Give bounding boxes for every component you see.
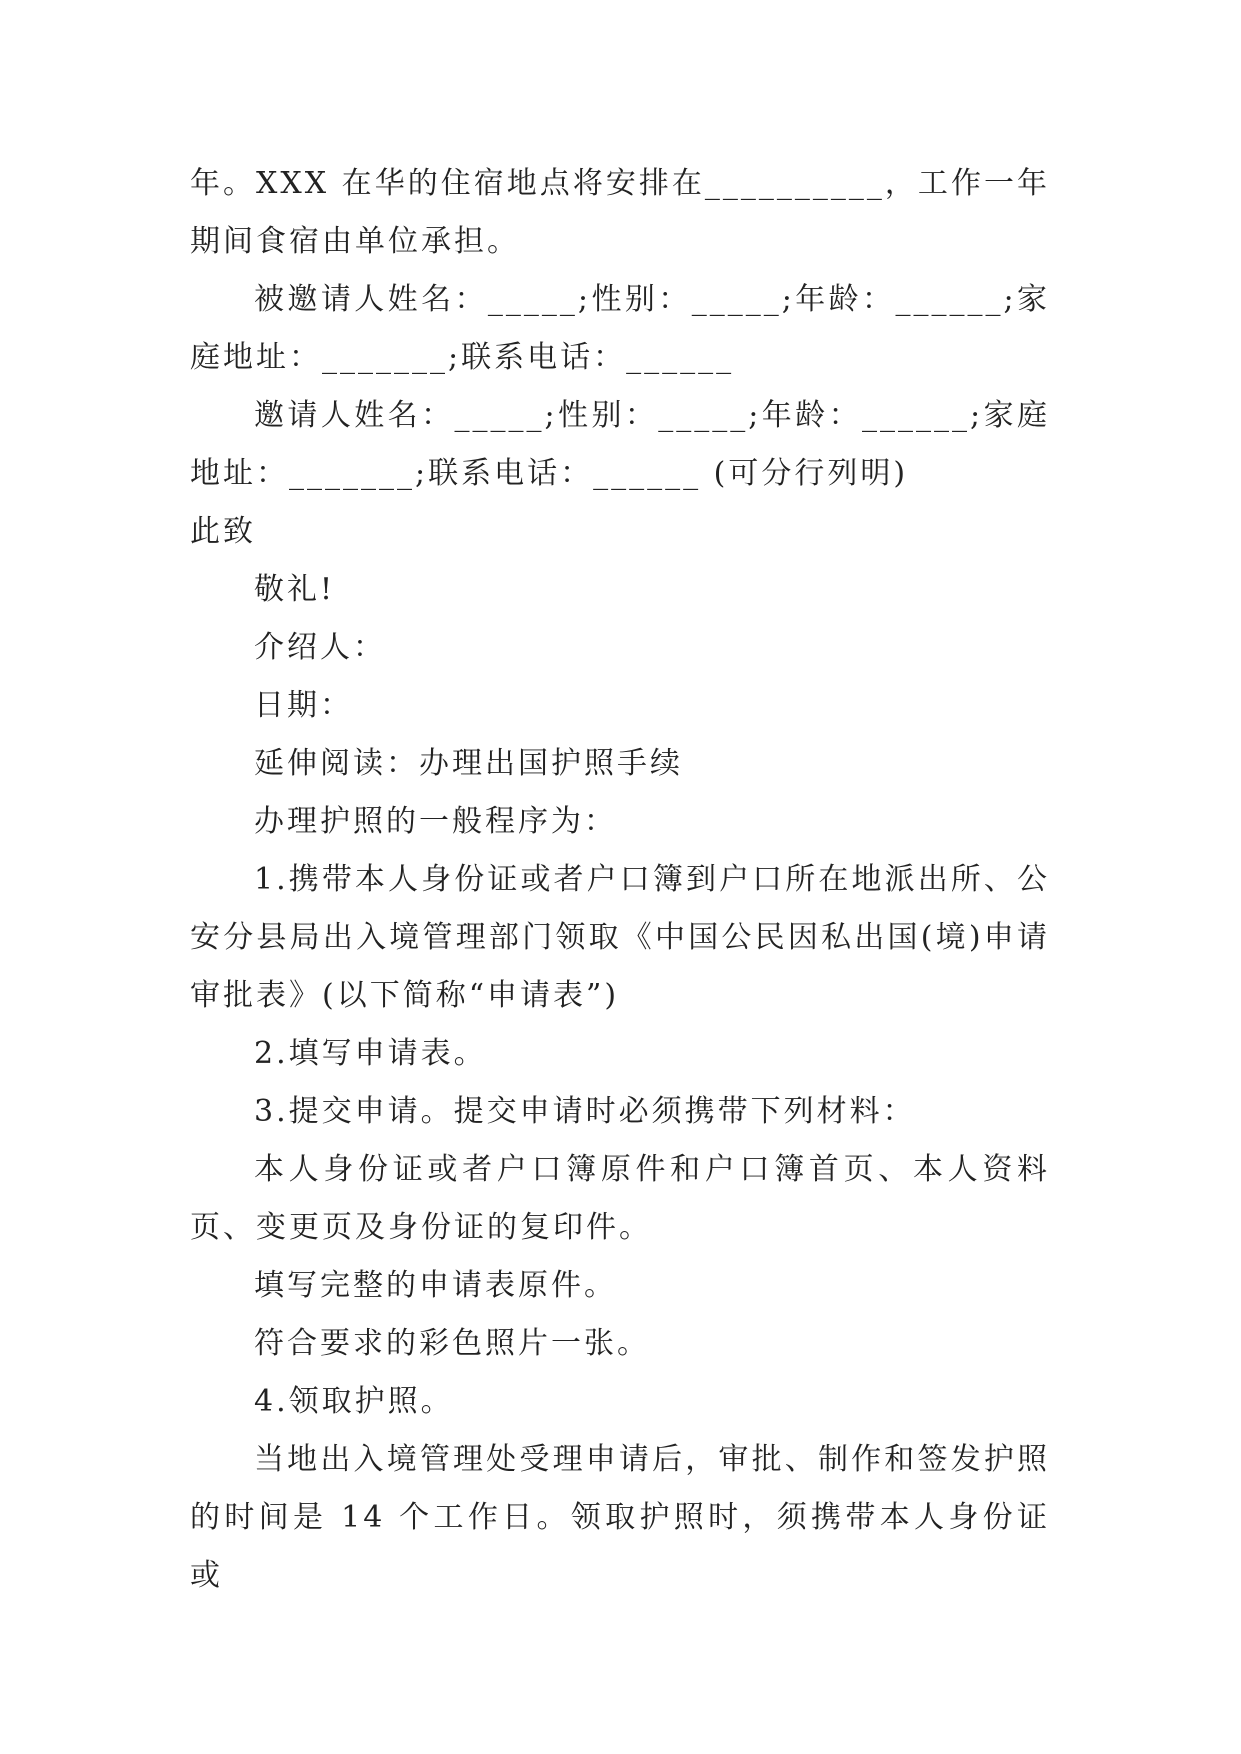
paragraph-accommodation: 年。XXX 在华的住宿地点将安排在__________，工作一年期间食宿由单位承担。	[190, 166, 1050, 259]
paragraph-step-3: 3.提交申请。提交申请时必须携带下列材料：	[254, 1094, 916, 1129]
paragraph-material-photo: 符合要求的彩色照片一张。	[254, 1326, 650, 1361]
paragraph-extended-reading: 延伸阅读：办理出国护照手续	[254, 746, 683, 781]
paragraph-inviter-info: 邀请人姓名：_____;性别：_____;年龄：______;家庭地址：_______;联系电话：______ (可分行列明)	[190, 398, 1050, 491]
paragraph-closing: 此致	[190, 514, 256, 549]
document-body	[190, 155, 1050, 1605]
paragraph-procedure-intro: 办理护照的一般程序为：	[254, 804, 617, 839]
paragraph-processing-time: 当地出入境管理处受理申请后，审批、制作和签发护照的时间是 14 个工作日。领取护照时，须携带本人身份证或	[190, 1442, 1050, 1593]
paragraph-material-form: 填写完整的申请表原件。	[254, 1268, 617, 1303]
paragraph-step-2: 2.填写申请表。	[254, 1036, 487, 1071]
paragraph-salute: 敬礼!	[254, 572, 336, 607]
paragraph-step-1: 1.携带本人身份证或者户口簿到户口所在地派出所、公安分县局出入境管理部门领取《中国公民因私出国(境)申请审批表》(以下简称“申请表”)	[190, 862, 1050, 1013]
paragraph-material-id: 本人身份证或者户口簿原件和户口簿首页、本人资料页、变更页及身份证的复印件。	[190, 1152, 1050, 1245]
paragraph-date: 日期：	[254, 688, 353, 723]
paragraph-introducer: 介绍人：	[254, 630, 386, 665]
paragraph-step-4: 4.领取护照。	[254, 1384, 454, 1419]
paragraph-invitee-info: 被邀请人姓名：_____;性别：_____;年龄：______;家庭地址：_______;联系电话：______	[190, 282, 1050, 375]
